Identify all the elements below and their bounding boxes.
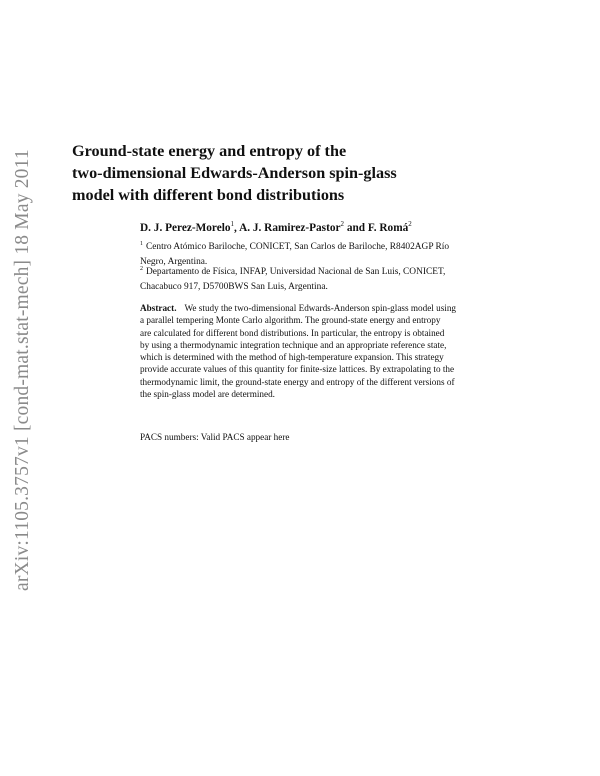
affiliation-line — [140, 262, 540, 280]
abstract-line: provide accurate values of this quantity for finite-size lattices. By extrapolating to the — [140, 364, 455, 375]
abstract-line: the spin-glass model are determined. — [140, 388, 275, 399]
abstract-label: Abstract. — [140, 303, 177, 313]
affiliation-line: Negro, Argentina. — [140, 257, 208, 267]
author-separator: , — [234, 222, 240, 234]
author-separator: and — [344, 222, 368, 234]
affiliation — [140, 262, 540, 295]
abstract-line: thermodynamic limit, the ground-state energy and entropy of the different versions of — [140, 376, 455, 387]
paper-title — [72, 140, 512, 206]
abstract-line: a parallel tempering Monte Carlo algorithm. The ground-state energy and entropy — [140, 315, 441, 326]
affiliation-text: Departamento de Física, INFAP, Universidad Nacional de San Luis, CONICET, — [146, 267, 446, 277]
author-list — [140, 220, 540, 234]
author-affiliation-marker: 1 — [230, 220, 235, 228]
abstract-line: are calculated for different bond distributions. In particular, the entropy is obtained — [140, 327, 445, 338]
pacs-numbers: PACS numbers: Valid PACS appear here — [140, 432, 290, 442]
author-name: D. J. Perez-Morelo — [140, 222, 231, 234]
affiliation-marker: 1 — [140, 241, 143, 247]
title-line: two-dimensional Edwards-Anderson spin-glass — [72, 164, 397, 182]
abstract-text: We study the two-dimensional Edwards-Anderson spin-glass model using — [184, 303, 457, 313]
abstract-line — [140, 302, 510, 314]
affiliation-marker: 2 — [140, 266, 143, 272]
abstract-line: by using a thermodynamic integration technique and an appropriate reference state, — [140, 339, 447, 350]
abstract — [140, 302, 510, 400]
abstract-line: which is determined with the method of high-temperature expansion. This strategy — [140, 352, 444, 362]
title-line: model with different bond distributions — [72, 186, 345, 204]
author-affiliation-marker: 2 — [408, 220, 412, 228]
arxiv-identifier: arXiv:1105.3757v1 [cond-mat.stat-mech] 18 May 2011 — [12, 149, 33, 591]
author-affiliation-marker: 2 — [340, 220, 345, 228]
author-name: F. Romá — [367, 222, 409, 234]
title-line: Ground-state energy and entropy of the — [72, 142, 347, 160]
author-name: A. J. Ramirez-Pastor — [239, 222, 341, 234]
affiliation-line — [140, 237, 540, 255]
affiliation-text: Centro Atómico Bariloche, CONICET, San Carlos de Bariloche, R8402AGP Río — [146, 242, 450, 252]
affiliation-line: Chacabuco 917, D5700BWS San Luis, Argentina. — [140, 282, 328, 292]
